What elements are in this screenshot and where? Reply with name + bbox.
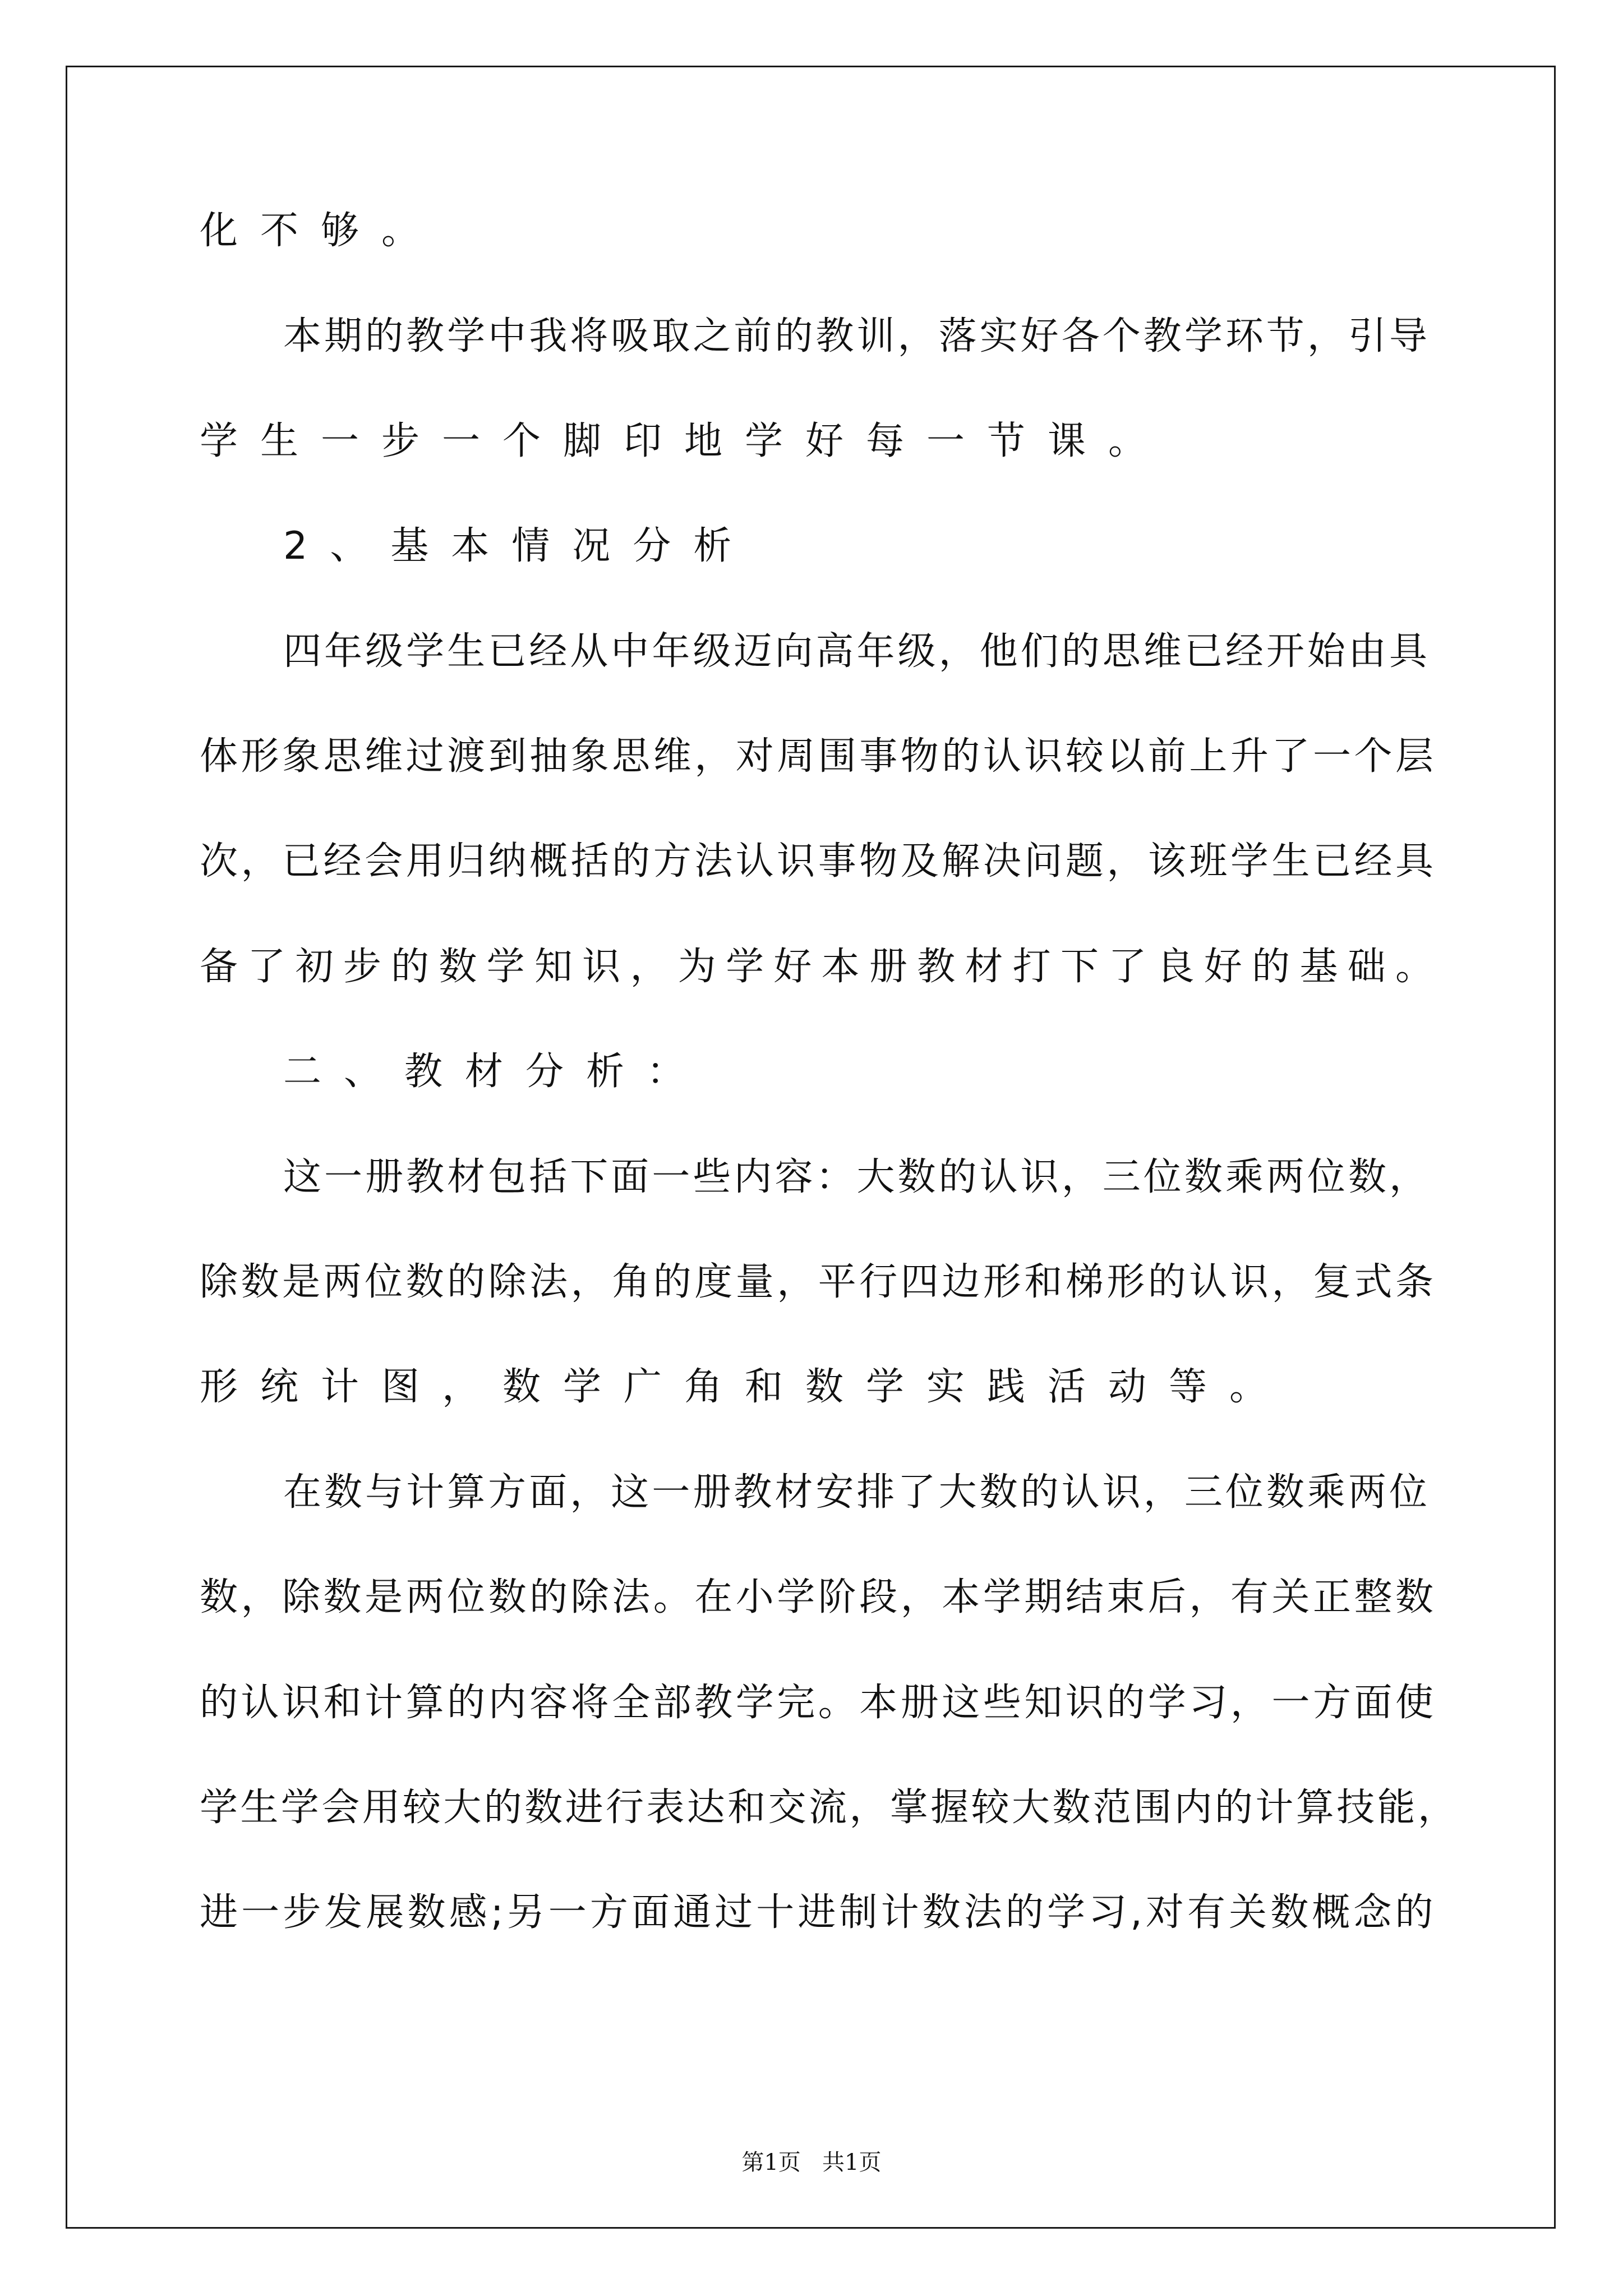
body-line: 本期的教学中我将吸取之前的教训，落实好各个教学环节，引导 xyxy=(283,314,1431,358)
page-number-footer: 第1页 共1页 xyxy=(741,2150,882,2175)
body-line: 数，除数是两位数的除法。在小学阶段，本学期结束后，有关正整数 xyxy=(200,1575,1437,1619)
section-heading: 2、基本情况分析 xyxy=(283,524,754,568)
body-line: 备了初步的数学知识，为学好本册教材打下了良好的基础。 xyxy=(200,945,1444,989)
body-line: 次，已经会用归纳概括的方法认识事物及解决问题，该班学生已经具 xyxy=(200,839,1437,884)
body-line: 体形象思维过渡到抽象思维，对周围事物的认识较以前上升了一个层 xyxy=(200,734,1437,779)
body-line: 学生学会用较大的数进行表达和交流，掌握较大数范围内的计算技能， xyxy=(200,1786,1459,1830)
body-line: 进一步发展数感;另一方面通过十进制计数法的学习,对有关数概念的 xyxy=(200,1890,1437,1935)
body-line: 化不够。 xyxy=(200,209,442,253)
body-line: 这一册教材包括下面一些内容：大数的认识，三位数乘两位数， xyxy=(283,1155,1431,1199)
section-heading: 二、教材分析： xyxy=(283,1050,708,1094)
body-line: 学生一步一个脚印地学好每一节课。 xyxy=(200,419,1169,463)
body-line: 在数与计算方面，这一册教材安排了大数的认识，三位数乘两位 xyxy=(283,1470,1431,1515)
body-line: 四年级学生已经从中年级迈向高年级，他们的思维已经开始由具 xyxy=(283,629,1431,674)
body-line: 的认识和计算的内容将全部教学完。本册这些知识的学习，一方面使 xyxy=(200,1681,1437,1725)
body-line: 除数是两位数的除法，角的度量，平行四边形和梯形的认识，复式条 xyxy=(200,1260,1437,1304)
body-line: 形统计图，数学广角和数学实践活动等。 xyxy=(200,1365,1290,1409)
